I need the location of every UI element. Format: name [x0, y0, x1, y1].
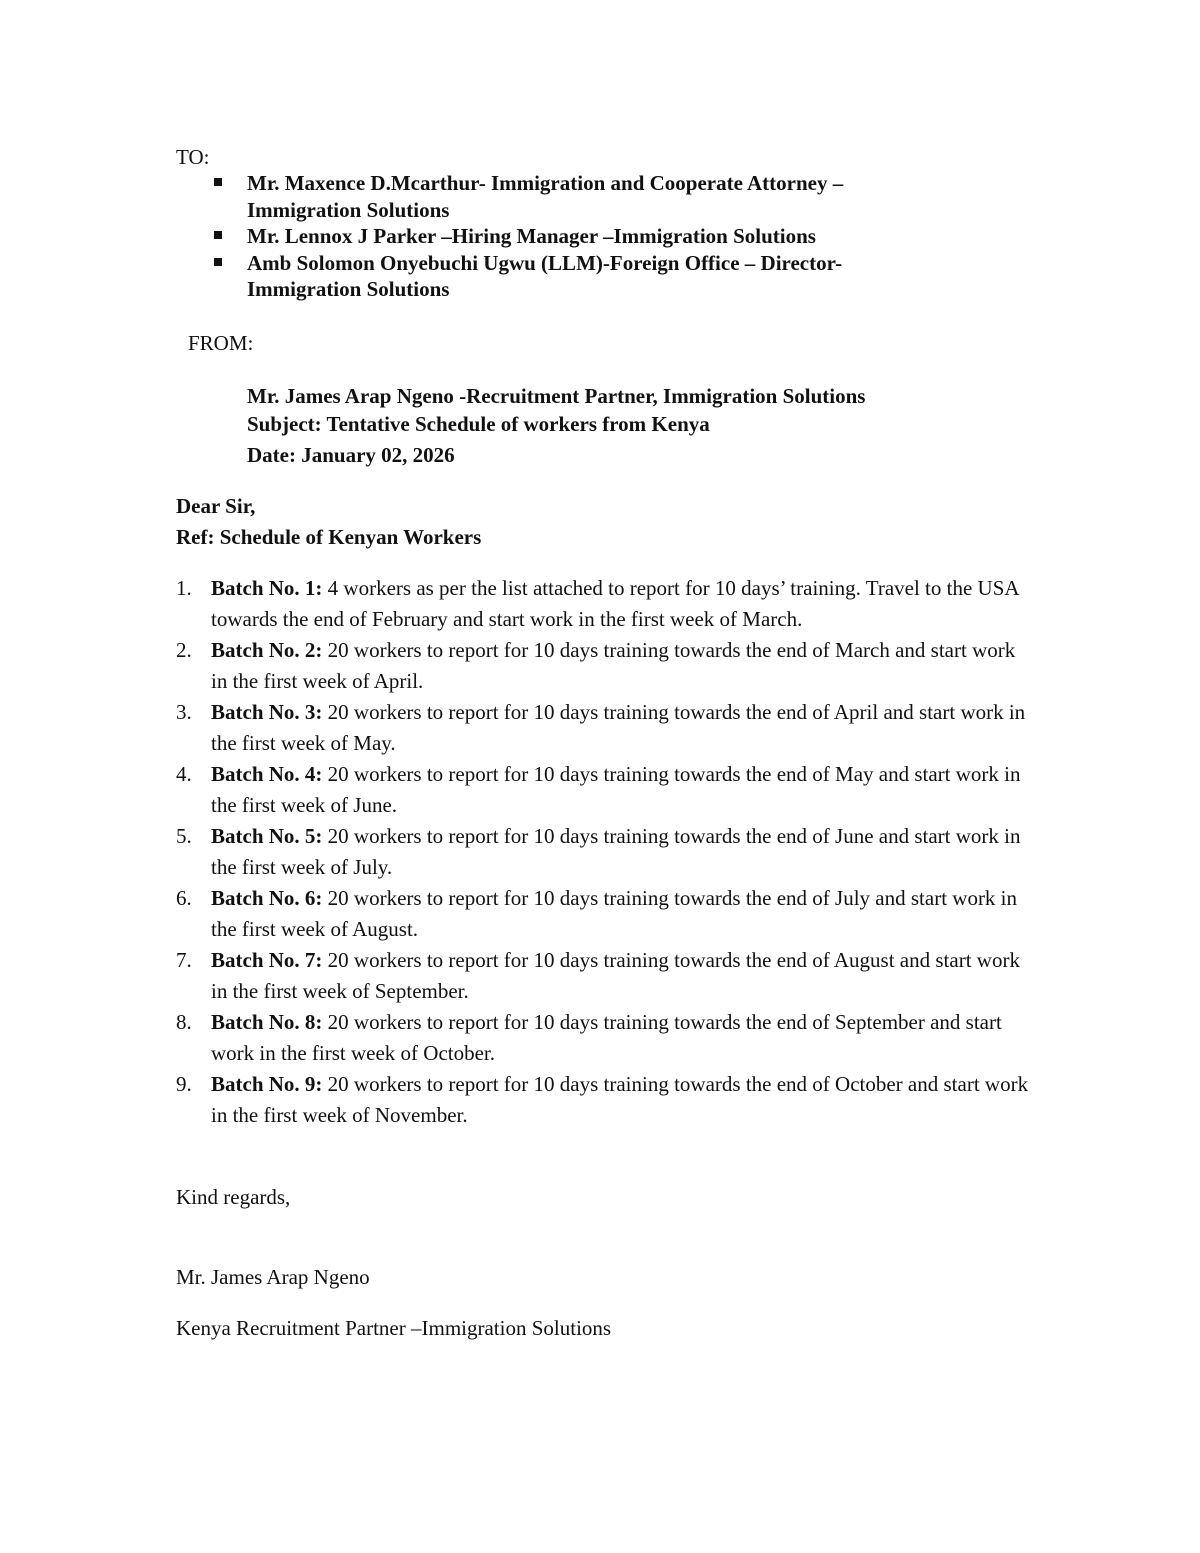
batch-item	[176, 635, 1036, 697]
batch-label: Batch No. 6:	[211, 886, 323, 910]
batch-item	[176, 883, 1036, 945]
from-block	[247, 382, 865, 469]
recipient-item	[210, 250, 950, 303]
batch-number: 7.	[176, 948, 192, 972]
batch-label: Batch No. 3:	[211, 700, 323, 724]
recipient-text: Amb Solomon Onyebuchi Ugwu (LLM)-Foreign Office – Director- Immigration Solutions	[247, 250, 843, 301]
to-label: TO:	[176, 145, 210, 169]
square-bullet-icon	[214, 231, 222, 239]
batch-number: 9.	[176, 1072, 192, 1096]
batch-label: Batch No. 8:	[211, 1010, 323, 1034]
batch-label: Batch No. 7:	[211, 948, 323, 972]
recipient-text: Mr. Maxence D.Mcarthur- Immigration and Cooperate Attorney – Immigration Solutions	[247, 171, 844, 222]
batch-number: 3.	[176, 700, 192, 724]
batch-label: Batch No. 5:	[211, 824, 323, 848]
batch-list	[176, 573, 1036, 1131]
batch-text: 4 workers as per the list attached to report for 10 days’ training. Travel to the USA towards the end of February and start work in the first week of March.	[211, 576, 1019, 631]
recipient-list	[210, 170, 950, 303]
batch-number: 2.	[176, 638, 192, 662]
salutation-block	[176, 491, 481, 553]
subject-line: Subject: Tentative Schedule of workers from Kenya	[247, 412, 710, 436]
from-label: FROM:	[188, 331, 254, 355]
batch-text: 20 workers to report for 10 days training towards the end of March and start work in the first week of April.	[211, 638, 1016, 693]
greeting: Dear Sir,	[176, 494, 256, 518]
square-bullet-icon	[214, 258, 222, 266]
batch-label: Batch No. 9:	[211, 1072, 323, 1096]
batch-item	[176, 759, 1036, 821]
batch-text: 20 workers to report for 10 days training towards the end of April and start work in the first week of May.	[211, 700, 1026, 755]
recipient-text: Mr. Lennox J Parker –Hiring Manager –Immigration Solutions	[247, 224, 816, 248]
date-line: Date: January 02, 2026	[247, 443, 455, 467]
batch-text: 20 workers to report for 10 days training towards the end of August and start work in the first week of September.	[211, 948, 1020, 1003]
batch-item	[176, 1007, 1036, 1069]
batch-item	[176, 573, 1036, 635]
batch-text: 20 workers to report for 10 days training towards the end of June and start work in the first week of July.	[211, 824, 1021, 879]
batch-label: Batch No. 2:	[211, 638, 323, 662]
batch-number: 4.	[176, 762, 192, 786]
closing-line: Kind regards,	[176, 1185, 291, 1209]
batch-number: 5.	[176, 824, 192, 848]
batch-item	[176, 821, 1036, 883]
signature-title: Kenya Recruitment Partner –Immigration Solutions	[176, 1316, 612, 1340]
batch-item	[176, 945, 1036, 1007]
batch-text: 20 workers to report for 10 days training towards the end of July and start work in the first week of August.	[211, 886, 1018, 941]
batch-text: 20 workers to report for 10 days training towards the end of May and start work in the first week of June.	[211, 762, 1021, 817]
recipient-item	[210, 170, 950, 223]
batch-number: 1.	[176, 576, 192, 600]
square-bullet-icon	[214, 178, 222, 186]
sender-line: Mr. James Arap Ngeno -Recruitment Partner, Immigration Solutions	[247, 384, 866, 408]
batch-item	[176, 697, 1036, 759]
batch-label: Batch No. 4:	[211, 762, 323, 786]
recipient-item	[210, 223, 950, 250]
batch-number: 8.	[176, 1010, 192, 1034]
reference-line: Ref: Schedule of Kenyan Workers	[176, 525, 482, 549]
batch-label: Batch No. 1:	[211, 576, 323, 600]
signature-name: Mr. James Arap Ngeno	[176, 1265, 370, 1289]
batch-text: 20 workers to report for 10 days training towards the end of September and start work in the first week of October.	[211, 1010, 1002, 1065]
batch-number: 6.	[176, 886, 192, 910]
batch-item	[176, 1069, 1036, 1131]
batch-text: 20 workers to report for 10 days training towards the end of October and start work in the first week of November.	[211, 1072, 1029, 1127]
